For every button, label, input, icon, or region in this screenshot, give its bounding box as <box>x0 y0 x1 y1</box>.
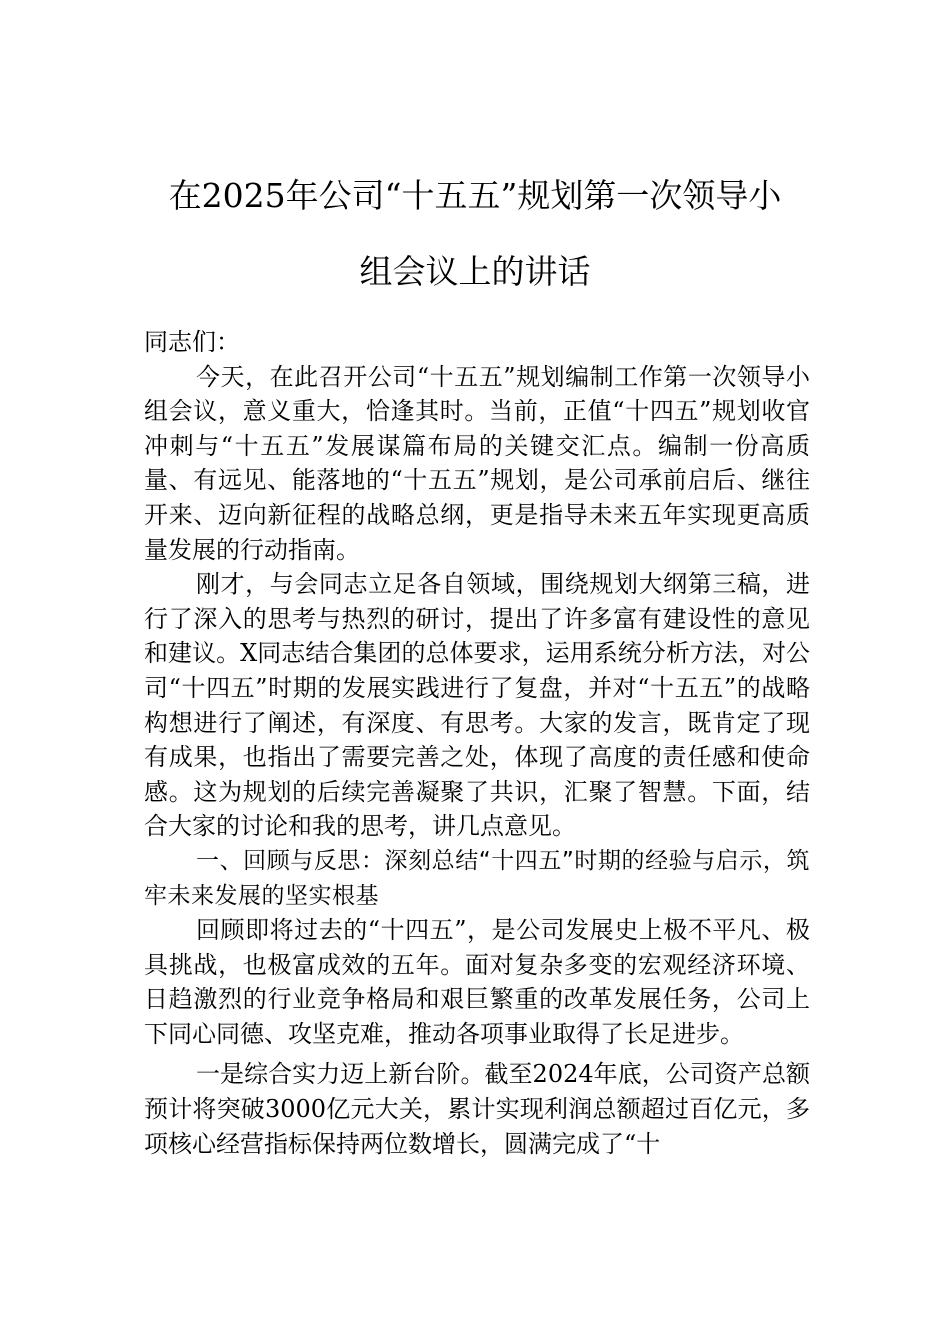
paragraph-review: 回顾即将过去的“十四五”，是公司发展史上极不平凡、极具挑战，也极富成效的五年。面对复杂多变的宏观经济环境、日趋激烈的行业竞争格局和艰巨繁重的改革发展任务，公司上下同心同德、攻坚克难，推动各项事业取得了长足进步。 <box>144 916 810 1048</box>
section-heading-1: 一、回顾与反思：深刻总结“十四五”时期的经验与启示，筑牢未来发展的坚实根基 <box>144 847 810 909</box>
document-body <box>144 325 810 1161</box>
paragraph-opening: 今天，在此召开公司“十五五”规划编制工作第一次领导小组会议，意义重大，恰逢其时。当前，正值“十四五”规划收官冲刺与“十五五”发展谋篇布局的关键交汇点。编制一份高质量、有远见、能落地的“十五五”规划，是公司承前启后、继往开来、迈向新征程的战略总纲，更是指导未来五年实现更高质量发展的行动指南。 <box>144 362 810 564</box>
title-line-1: 在2025年公司“十五五”规划第一次领导小 <box>168 176 782 215</box>
page-title <box>144 158 806 310</box>
title-line-2: 组会议上的讲话 <box>359 252 591 291</box>
salutation: 同志们： <box>144 328 240 356</box>
paragraph-point-1: 一是综合实力迈上新台阶。截至2024年底，公司资产总额预计将突破3000亿元大关，累计实现利润总额超过百亿元，多项核心经营指标保持两位数增长，圆满完成了“十 <box>144 1060 810 1158</box>
paragraph-discussion: 刚才，与会同志立足各自领域，围绕规划大纲第三稿，进行了深入的思考与热烈的研讨，提出了许多富有建设性的意见和建议。X同志结合集团的总体要求，运用系统分析方法，对公司“十四五”时期的发展实践进行了复盘，并对“十五五”的战略构想进行了阐述，有深度、有思考。大家的发言，既肯定了现有成果，也指出了需要完善之处，体现了高度的责任感和使命感。这为规划的后续完善凝聚了共识，汇聚了智慧。下面，结合大家的讨论和我的思考，讲几点意见。 <box>144 570 810 841</box>
